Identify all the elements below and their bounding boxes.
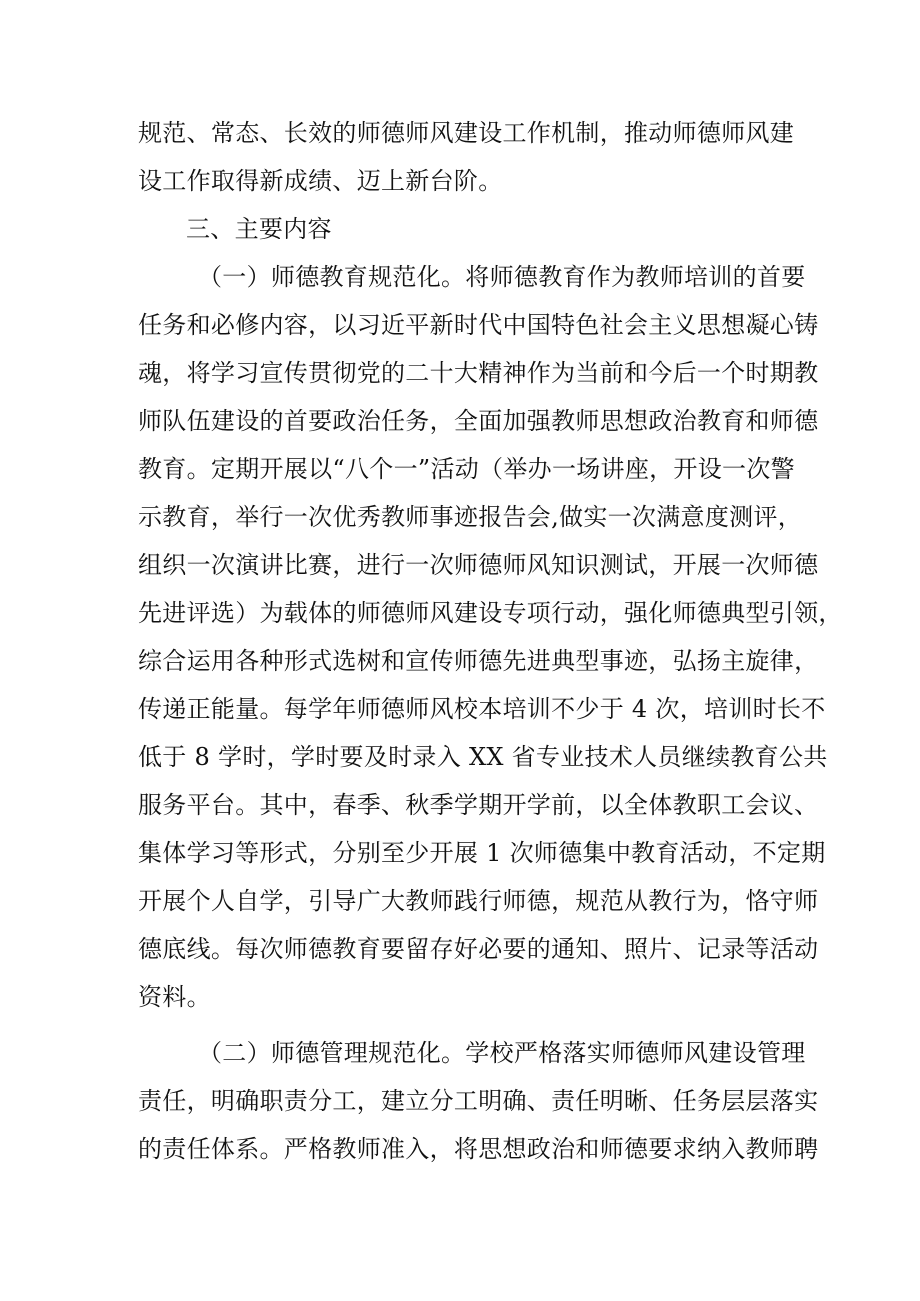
text-line: 责任，明确职责分工，建立分工明确、责任明晰、任务层层落实: [138, 1087, 819, 1115]
text-line: 任务和必修内容，以习近平新时代中国特色社会主义思想凝心铸: [138, 311, 819, 339]
paragraph-first-line: （一）师德教育规范化。将师德教育作为教师培训的首要: [198, 263, 806, 291]
text-line: 资料。: [138, 983, 211, 1011]
text-line: 示教育，举行一次优秀教师事迹报告会,做实一次满意度测评，: [138, 503, 803, 531]
text-line: 传递正能量。每学年师德师风校本培训不少于 4 次，培训时长不: [138, 695, 826, 723]
paragraph-first-line: （二）师德管理规范化。学校严格落实师德师风建设管理: [198, 1039, 806, 1067]
text-line: 先进评选）为载体的师德师风建设专项行动，强化师德典型引领，: [138, 599, 843, 627]
text-line: 魂，将学习宣传贯彻党的二十大精神作为当前和今后一个时期教: [138, 359, 819, 387]
text-line: 低于 8 学时，学时要及时录入 XX 省专业技术人员继续教育公共: [138, 743, 828, 771]
text-line: 设工作取得新成绩、迈上新台阶。: [138, 167, 503, 195]
text-line: 综合运用各种形式选树和宣传师德先进典型事迹，弘扬主旋律，: [138, 647, 819, 675]
text-line: 组织一次演讲比赛，进行一次师德师风知识测试，开展一次师德: [138, 551, 819, 579]
text-line: 规范、常态、长效的师德师风建设工作机制，推动师德师风建: [138, 119, 795, 147]
text-line: 的责任体系。严格教师准入，将思想政治和师德要求纳入教师聘: [138, 1135, 819, 1163]
text-line: 教育。定期开展以“八个一”活动（举办一场讲座，开设一次警: [138, 455, 795, 483]
text-line: 师队伍建设的首要政治任务，全面加强教师思想政治教育和师德: [138, 407, 819, 435]
text-line: 德底线。每次师德教育要留存好必要的通知、照片、记录等活动: [138, 935, 819, 963]
text-line: 服务平台。其中，春季、秋季学期开学前，以全体教职工会议、: [138, 791, 819, 819]
text-line: 开展个人自学，引导广大教师践行师德，规范从教行为，恪守师: [138, 887, 819, 915]
section-heading: 三、主要内容: [186, 215, 332, 243]
text-line: 集体学习等形式，分别至少开展 1 次师德集中教育活动，不定期: [138, 839, 826, 867]
